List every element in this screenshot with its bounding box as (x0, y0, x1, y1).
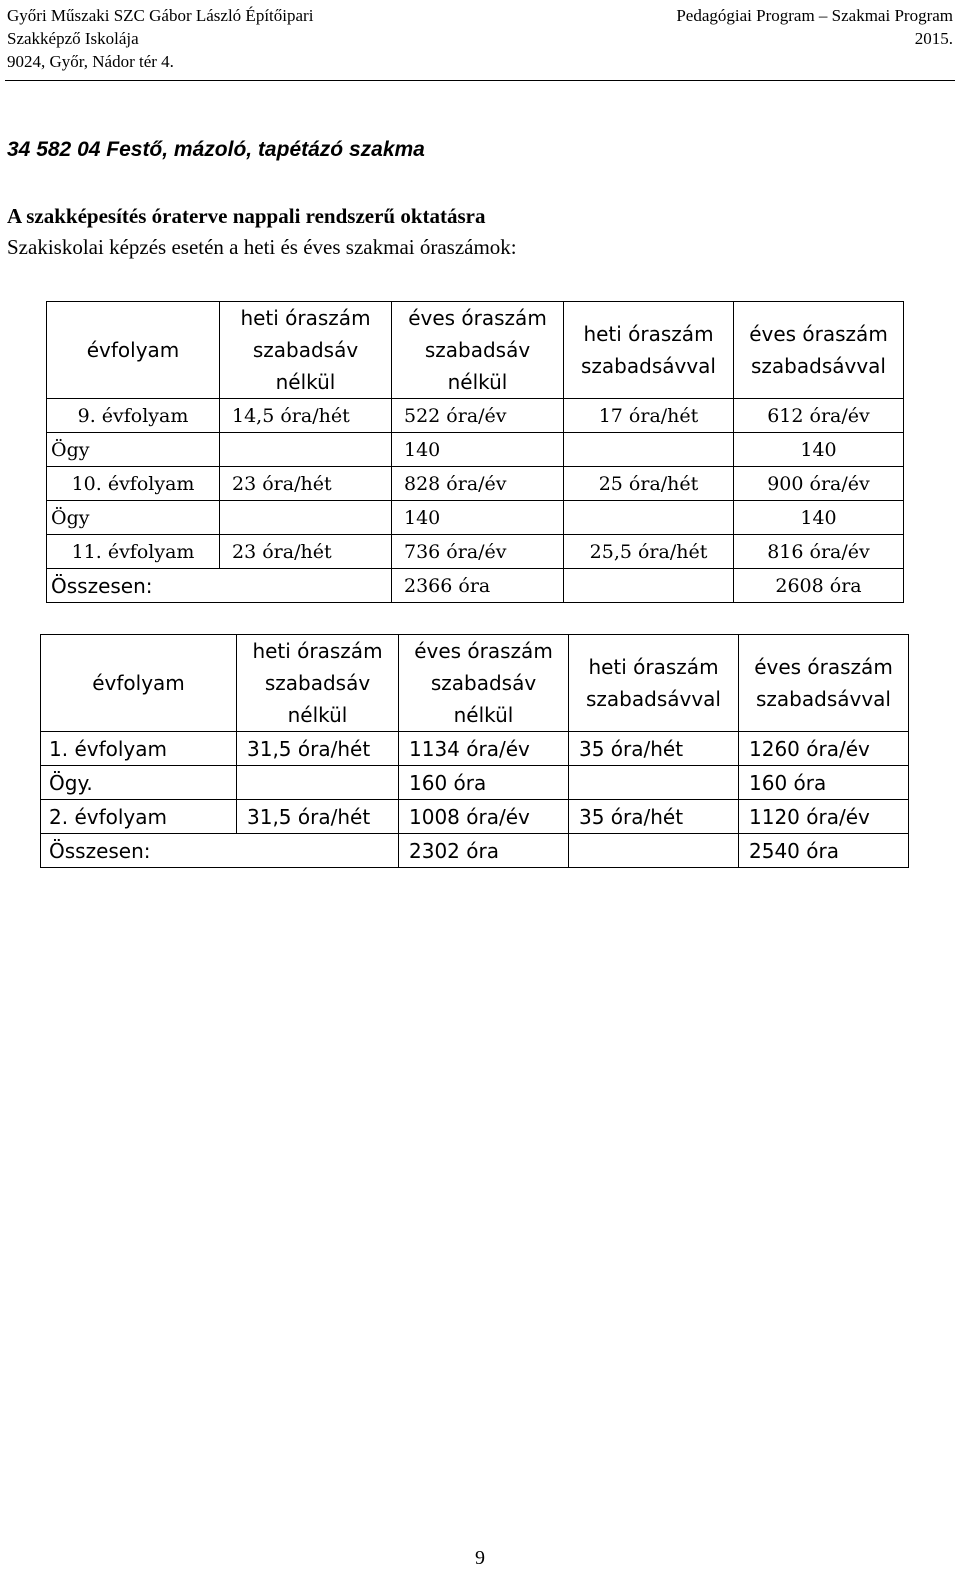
table-cell: 23 óra/hét (220, 467, 392, 501)
table-cell: 25 óra/hét (564, 467, 734, 501)
page-number: 9 (475, 1547, 485, 1569)
header-eves-szabadsav-nelkul: éves óraszám szabadsáv nélkül (399, 635, 569, 732)
table-cell: 900 óra/év (734, 467, 904, 501)
table-total-row (41, 834, 909, 868)
table-row (47, 501, 904, 535)
total-eves-szabadsavval: 2540 óra (739, 834, 909, 868)
table-cell (564, 433, 734, 467)
school-name-line2: Szakképző Iskolája (7, 29, 139, 48)
school-name-line1: Győri Műszaki SZC Gábor László Építőipari (7, 6, 314, 25)
table-cell: 736 óra/év (392, 535, 564, 569)
header-divider (5, 80, 955, 81)
table-cell: 1134 óra/év (399, 732, 569, 766)
table-cell: Ögy. (41, 766, 237, 800)
table-total-row (47, 569, 904, 603)
table-cell (564, 501, 734, 535)
total-label: Összesen: (41, 834, 399, 868)
header-evfolyam: évfolyam (47, 302, 220, 399)
table-cell: 160 óra (739, 766, 909, 800)
total-eves-nelkul: 2366 óra (392, 569, 564, 603)
total-label: Összesen: (47, 569, 392, 603)
header-eves-szabadsav-nelkul: éves óraszám szabadsáv nélkül (392, 302, 564, 399)
table-row (47, 467, 904, 501)
table-cell: 1260 óra/év (739, 732, 909, 766)
table-cell (569, 766, 739, 800)
table-cell: 31,5 óra/hét (237, 732, 399, 766)
page-header (7, 4, 953, 73)
program-year: 2015. (914, 29, 953, 48)
table-cell: 1008 óra/év (399, 800, 569, 834)
table-cell (564, 569, 734, 603)
header-eves-szabadsavval: éves óraszám szabadsávval (739, 635, 909, 732)
table-cell: 35 óra/hét (569, 732, 739, 766)
table-cell (237, 766, 399, 800)
table-cell: 2. évfolyam (41, 800, 237, 834)
table-cell: 160 óra (399, 766, 569, 800)
section-subtitle: A szakképesítés óraterve nappali rendszerű oktatásra (7, 204, 486, 228)
table-cell: 14,5 óra/hét (220, 399, 392, 433)
table-row (41, 732, 909, 766)
table-header-row (41, 635, 909, 732)
table-cell: 9. évfolyam (47, 399, 220, 433)
table-header-row (47, 302, 904, 399)
header-heti-szabadsavval: heti óraszám szabadsávval (569, 635, 739, 732)
program-title: Pedagógiai Program – Szakmai Program (676, 6, 953, 25)
header-eves-szabadsavval: éves óraszám szabadsávval (734, 302, 904, 399)
hours-table-szakiskola (46, 301, 904, 603)
table-cell: 35 óra/hét (569, 800, 739, 834)
table-cell: 1. évfolyam (41, 732, 237, 766)
table-cell (220, 501, 392, 535)
intro-text: Szakiskolai képzés esetén a heti és éves szakmai óraszámok: (7, 235, 517, 259)
table-cell: 31,5 óra/hét (237, 800, 399, 834)
table-cell: 612 óra/év (734, 399, 904, 433)
table-cell: Ögy (47, 433, 220, 467)
table-row (41, 766, 909, 800)
table-cell: 17 óra/hét (564, 399, 734, 433)
total-eves-szabadsavval: 2608 óra (734, 569, 904, 603)
table-row (47, 535, 904, 569)
table-cell: 140 (392, 433, 564, 467)
table-row (41, 800, 909, 834)
table-cell: 10. évfolyam (47, 467, 220, 501)
table-cell: 522 óra/év (392, 399, 564, 433)
table-cell: 828 óra/év (392, 467, 564, 501)
school-address: 9024, Győr, Nádor tér 4. (7, 52, 174, 71)
table-cell: 11. évfolyam (47, 535, 220, 569)
table-cell (569, 834, 739, 868)
header-heti-szabadsavval: heti óraszám szabadsávval (564, 302, 734, 399)
hours-table-second (40, 634, 909, 868)
table-cell: 140 (734, 501, 904, 535)
table-cell: 816 óra/év (734, 535, 904, 569)
table-cell (220, 433, 392, 467)
table-cell: 25,5 óra/hét (564, 535, 734, 569)
table-cell: 140 (392, 501, 564, 535)
table-cell: Ögy (47, 501, 220, 535)
document-title: 34 582 04 Festő, mázoló, tapétázó szakma (7, 138, 425, 161)
header-heti-szabadsav-nelkul: heti óraszám szabadsáv nélkül (237, 635, 399, 732)
table-row (47, 433, 904, 467)
table-row (47, 399, 904, 433)
header-evfolyam: évfolyam (41, 635, 237, 732)
table-cell: 1120 óra/év (739, 800, 909, 834)
table-cell: 140 (734, 433, 904, 467)
header-heti-szabadsav-nelkul: heti óraszám szabadsáv nélkül (220, 302, 392, 399)
table-cell: 23 óra/hét (220, 535, 392, 569)
total-eves-nelkul: 2302 óra (399, 834, 569, 868)
